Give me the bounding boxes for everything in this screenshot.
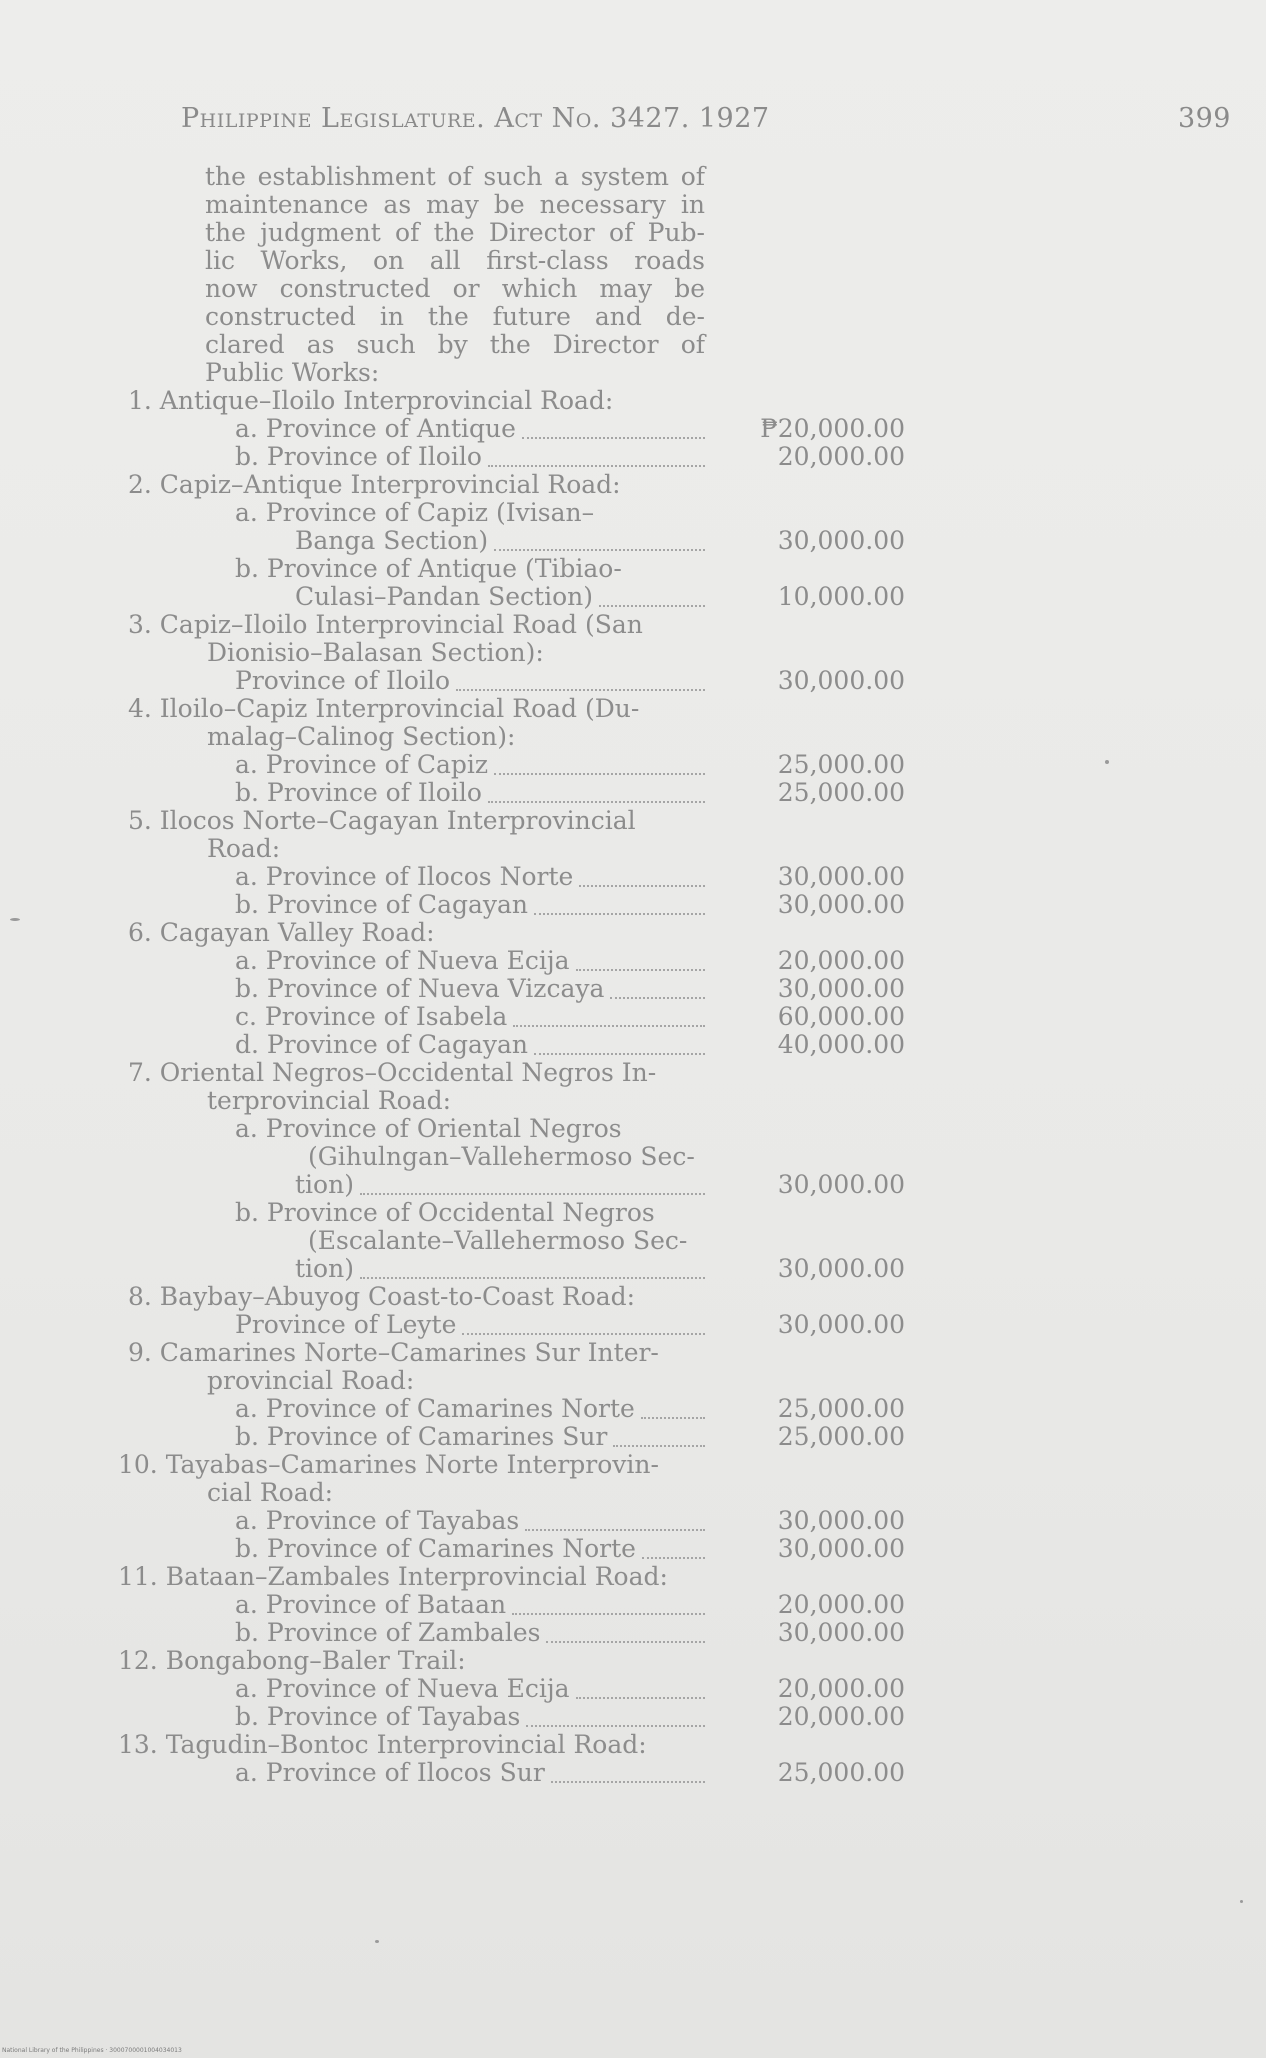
line-text: 10. Tayabas–Camarines Norte Interprovin-	[118, 1450, 659, 1479]
road-heading	[0, 1339, 1266, 1367]
intro-line	[0, 331, 1266, 359]
line-text: 2. Capiz–Antique Interprovincial Road:	[128, 470, 621, 499]
road-heading	[0, 387, 1266, 415]
amount: 20,000.00	[777, 1702, 905, 1731]
line-text: 8. Baybay–Abuyog Coast-to-Coast Road:	[128, 1282, 636, 1311]
amount: 20,000.00	[777, 946, 905, 975]
amount: 20,000.00	[777, 1674, 905, 1703]
road-heading	[0, 1563, 1266, 1591]
amount: 40,000.00	[777, 1030, 905, 1059]
dot-leader	[599, 603, 705, 607]
intro-text: now constructed or which may be	[205, 274, 705, 303]
road-heading	[0, 471, 1266, 499]
province-line	[0, 1703, 1266, 1731]
line-text: 6. Cagayan Valley Road:	[128, 918, 435, 947]
dot-leader	[512, 1611, 705, 1615]
line-text: a. Province of Ilocos Sur	[235, 1758, 545, 1787]
line-text: (Escalante–Vallehermoso Sec-	[308, 1226, 688, 1255]
line-text: Dionisio–Balasan Section):	[207, 638, 544, 667]
road-heading	[0, 1647, 1266, 1675]
line-text: a. Province of Antique	[235, 414, 516, 443]
line-text: malag–Calinog Section):	[207, 722, 516, 751]
dot-leader	[526, 1723, 705, 1727]
line-text: c. Province of Isabela	[235, 1002, 508, 1031]
intro-text: clared as such by the Director of	[205, 330, 705, 359]
province-line	[0, 891, 1266, 919]
province-line	[0, 499, 1266, 527]
amount: 30,000.00	[777, 1618, 905, 1647]
dot-leader	[642, 1555, 705, 1559]
line-text: b. Province of Camarines Sur	[235, 1422, 608, 1451]
dot-leader	[513, 1023, 705, 1027]
province-line	[0, 1423, 1266, 1451]
document-body	[0, 163, 1266, 1803]
road-heading	[0, 1731, 1266, 1759]
line-text: b. Province of Iloilo	[235, 442, 482, 471]
line-text: cial Road:	[207, 1478, 334, 1507]
line-text: 7. Oriental Negros–Occidental Negros In-	[128, 1058, 657, 1087]
line-text: b. Province of Cagayan	[235, 890, 529, 919]
dot-leader	[576, 1695, 706, 1699]
amount: 30,000.00	[777, 974, 905, 1003]
line-text: Province of Iloilo	[235, 666, 451, 695]
dot-leader	[641, 1415, 705, 1419]
province-line	[0, 779, 1266, 807]
intro-text: Public Works:	[205, 358, 380, 387]
line-text: 13. Tagudin–Bontoc Interprovincial Road:	[118, 1730, 647, 1759]
intro-text: lic Works, on all first-class roads	[205, 246, 705, 275]
line-text: (Gihulngan–Vallehermoso Sec-	[308, 1142, 695, 1171]
intro-line	[0, 359, 1266, 387]
road-heading	[0, 611, 1266, 639]
road-heading	[0, 639, 1266, 667]
dot-leader	[494, 771, 705, 775]
intro-line	[0, 219, 1266, 247]
dot-leader	[534, 911, 705, 915]
line-text: a. Province of Ilocos Norte	[235, 862, 574, 891]
line-text: a. Province of Camarines Norte	[235, 1394, 635, 1423]
line-text: 5. Ilocos Norte–Cagayan Interprovincial	[128, 806, 636, 835]
province-line	[0, 1003, 1266, 1031]
dot-leader	[522, 435, 705, 439]
amount: 30,000.00	[777, 862, 905, 891]
dot-leader	[488, 463, 705, 467]
line-text: Culasi–Pandan Section)	[295, 582, 593, 611]
province-line	[0, 1507, 1266, 1535]
line-text: tion)	[295, 1170, 354, 1199]
dot-leader	[462, 1331, 705, 1335]
dot-leader	[360, 1275, 705, 1279]
amount: 25,000.00	[777, 778, 905, 807]
line-text: 12. Bongabong–Baler Trail:	[118, 1646, 466, 1675]
province-line	[0, 1759, 1266, 1787]
dot-leader	[576, 967, 706, 971]
dot-leader	[579, 883, 705, 887]
dot-leader	[360, 1191, 705, 1195]
intro-line	[0, 275, 1266, 303]
amount: 30,000.00	[777, 666, 905, 695]
amount: 25,000.00	[777, 750, 905, 779]
line-text: a. Province of Nueva Ecija	[235, 1674, 570, 1703]
line-text: a. Province of Oriental Negros	[235, 1114, 622, 1143]
province-line	[0, 1591, 1266, 1619]
amount: 30,000.00	[777, 1254, 905, 1283]
road-heading	[0, 1451, 1266, 1479]
dot-leader	[494, 547, 705, 551]
amount: 60,000.00	[777, 1002, 905, 1031]
road-heading	[0, 807, 1266, 835]
province-line	[0, 1619, 1266, 1647]
province-line	[0, 1675, 1266, 1703]
line-text: b. Province of Occidental Negros	[235, 1198, 655, 1227]
line-text: Province of Leyte	[235, 1310, 457, 1339]
province-line	[0, 555, 1266, 583]
province-line	[0, 667, 1266, 695]
amount: 25,000.00	[777, 1758, 905, 1787]
province-line	[0, 583, 1266, 611]
header-title: Philippine Legislature. Act No. 3427. 1927	[181, 103, 770, 134]
province-line	[0, 975, 1266, 1003]
province-line	[0, 863, 1266, 891]
line-text: a. Province of Capiz (Ivisan–	[235, 498, 595, 527]
page-number: 399	[1177, 103, 1231, 134]
province-line	[0, 1031, 1266, 1059]
province-line	[0, 415, 1266, 443]
dot-leader	[546, 1639, 705, 1643]
line-text: b. Province of Antique (Tibiao-	[235, 554, 622, 583]
intro-text: the establishment of such a system of	[205, 162, 705, 191]
amount: 30,000.00	[777, 1170, 905, 1199]
amount: 25,000.00	[777, 1422, 905, 1451]
line-text: b. Province of Camarines Norte	[235, 1534, 636, 1563]
province-line	[0, 1311, 1266, 1339]
scan-speck	[10, 918, 20, 921]
scan-speck	[1105, 760, 1109, 764]
province-line	[0, 1227, 1266, 1255]
road-heading	[0, 1059, 1266, 1087]
line-text: b. Province of Nueva Vizcaya	[235, 974, 605, 1003]
amount: 30,000.00	[777, 1534, 905, 1563]
province-line	[0, 1171, 1266, 1199]
dot-leader	[525, 1527, 705, 1531]
running-header	[181, 103, 1231, 143]
line-text: Banga Section)	[295, 526, 489, 555]
road-heading	[0, 919, 1266, 947]
intro-text: the judgment of the Director of Pub-	[205, 218, 705, 247]
line-text: b. Province of Zambales	[235, 1618, 541, 1647]
amount: 30,000.00	[777, 526, 905, 555]
intro-line	[0, 191, 1266, 219]
line-text: b. Province of Iloilo	[235, 778, 482, 807]
province-line	[0, 947, 1266, 975]
line-text: Road:	[207, 834, 281, 863]
dot-leader	[488, 799, 705, 803]
province-line	[0, 1199, 1266, 1227]
road-heading	[0, 835, 1266, 863]
scan-footer: National Library of the Philippines · 3000700001004034013	[2, 2047, 182, 2054]
province-line	[0, 1143, 1266, 1171]
line-text: terprovincial Road:	[207, 1086, 452, 1115]
amount: 20,000.00	[777, 442, 905, 471]
road-heading	[0, 1367, 1266, 1395]
province-line	[0, 1255, 1266, 1283]
line-text: 1. Antique–Iloilo Interprovincial Road:	[128, 386, 614, 415]
amount: ₱20,000.00	[760, 414, 905, 443]
line-text: provincial Road:	[207, 1366, 415, 1395]
dot-leader	[610, 995, 705, 999]
amount: 30,000.00	[777, 1310, 905, 1339]
line-text: tion)	[295, 1254, 354, 1283]
province-line	[0, 443, 1266, 471]
road-heading	[0, 695, 1266, 723]
line-text: 11. Bataan–Zambales Interprovincial Road:	[118, 1562, 668, 1591]
scan-speck	[375, 1940, 379, 1943]
road-heading	[0, 1479, 1266, 1507]
line-text: a. Province of Capiz	[235, 750, 489, 779]
scan-speck	[1240, 1900, 1243, 1903]
road-heading	[0, 723, 1266, 751]
dot-leader	[534, 1051, 705, 1055]
line-text: b. Province of Tayabas	[235, 1702, 521, 1731]
line-text: a. Province of Nueva Ecija	[235, 946, 570, 975]
intro-text: constructed in the future and de-	[205, 302, 705, 331]
dot-leader	[456, 687, 705, 691]
province-line	[0, 527, 1266, 555]
dot-leader	[613, 1443, 705, 1447]
province-line	[0, 751, 1266, 779]
line-text: 3. Capiz–Iloilo Interprovincial Road (San	[128, 610, 643, 639]
intro-text: maintenance as may be necessary in	[205, 190, 705, 219]
line-text: d. Province of Cagayan	[235, 1030, 529, 1059]
intro-line	[0, 163, 1266, 191]
intro-line	[0, 247, 1266, 275]
dot-leader	[551, 1779, 705, 1783]
road-heading	[0, 1283, 1266, 1311]
province-line	[0, 1395, 1266, 1423]
line-text: 4. Iloilo–Capiz Interprovincial Road (Du-	[128, 694, 640, 723]
amount: 20,000.00	[777, 1590, 905, 1619]
amount: 30,000.00	[777, 1506, 905, 1535]
line-text: 9. Camarines Norte–Camarines Sur Inter-	[128, 1338, 659, 1367]
road-heading	[0, 1087, 1266, 1115]
province-line	[0, 1535, 1266, 1563]
line-text: a. Province of Bataan	[235, 1590, 507, 1619]
line-text: a. Province of Tayabas	[235, 1506, 520, 1535]
province-line	[0, 1115, 1266, 1143]
amount: 30,000.00	[777, 890, 905, 919]
amount: 10,000.00	[777, 582, 905, 611]
amount: 25,000.00	[777, 1394, 905, 1423]
intro-line	[0, 303, 1266, 331]
